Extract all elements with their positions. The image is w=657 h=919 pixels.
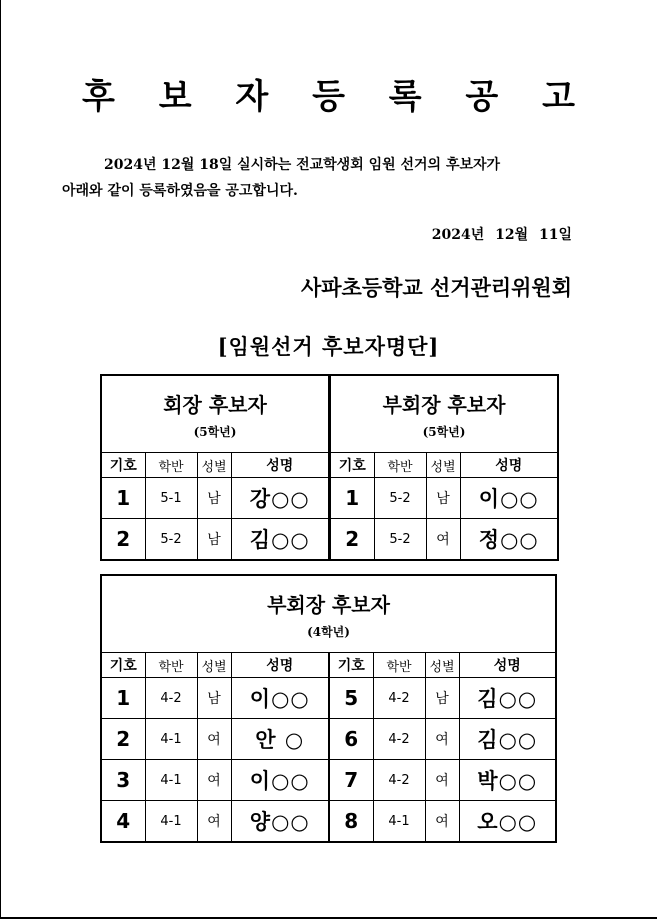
column-header-row	[101, 453, 329, 478]
candidate-class: 4-1	[145, 760, 197, 801]
candidate-number: 4	[101, 801, 145, 843]
notice-body	[62, 152, 602, 204]
col-class: 학반	[145, 453, 197, 478]
col-gender: 성별	[197, 653, 231, 678]
vice-president-5-table	[329, 374, 559, 561]
col-name: 성명	[459, 653, 556, 678]
candidate-class: 5-2	[145, 519, 197, 561]
column-header-row	[101, 653, 556, 678]
candidate-gender: 여	[197, 760, 231, 801]
col-name: 성명	[231, 653, 329, 678]
vice-president-5-grade: (5학년)	[422, 425, 466, 439]
candidate-number: 3	[101, 760, 145, 801]
candidate-gender: 여	[197, 719, 231, 760]
candidate-class: 4-2	[145, 678, 197, 719]
candidate-name: 안 ○	[231, 719, 329, 760]
table-row	[330, 478, 558, 519]
candidate-class: 4-2	[373, 678, 425, 719]
candidate-name: 김○○	[459, 678, 556, 719]
candidate-number: 1	[101, 478, 145, 519]
table-row	[101, 678, 556, 719]
vice-president-4-table	[100, 574, 557, 843]
col-number: 기호	[101, 653, 145, 678]
candidate-gender: 남	[197, 678, 231, 719]
candidate-name: 정○○	[460, 519, 558, 561]
notice-date: 2024년 12월 11일	[431, 227, 572, 243]
president-role: 회장 후보자	[163, 393, 267, 417]
page-title: 후 보 자 등 록 공 고	[82, 77, 591, 117]
candidate-class: 4-1	[373, 801, 425, 843]
table-row	[101, 801, 556, 843]
candidate-name: 김○○	[231, 519, 329, 561]
col-gender: 성별	[426, 453, 460, 478]
candidate-name: 이○○	[460, 478, 558, 519]
candidate-gender: 여	[197, 801, 231, 843]
table-row	[101, 519, 329, 561]
candidate-number: 2	[101, 719, 145, 760]
candidate-gender: 여	[425, 760, 459, 801]
candidate-number: 1	[101, 678, 145, 719]
vice-president-4-header	[101, 575, 556, 653]
table-row	[101, 478, 329, 519]
col-number: 기호	[101, 453, 145, 478]
candidate-class: 4-2	[373, 719, 425, 760]
candidate-class: 4-1	[145, 801, 197, 843]
col-class: 학반	[374, 453, 426, 478]
col-name: 성명	[231, 453, 329, 478]
page-border-left	[0, 0, 1, 919]
vice-president-5-role: 부회장 후보자	[382, 393, 506, 417]
candidate-gender: 남	[197, 478, 231, 519]
candidate-name: 이○○	[231, 760, 329, 801]
table-row	[330, 519, 558, 561]
vice-president-4-role: 부회장 후보자	[267, 593, 390, 617]
candidate-gender: 여	[426, 519, 460, 561]
president-grade: (5학년)	[193, 425, 237, 439]
vice-president-4-grade: (4학년)	[307, 625, 350, 639]
candidate-number: 2	[101, 519, 145, 561]
candidate-number: 6	[329, 719, 373, 760]
candidate-list-title: [임원선거 후보자명단]	[217, 334, 440, 359]
col-number: 기호	[329, 653, 373, 678]
table-row	[101, 760, 556, 801]
vice-president-5-header	[330, 375, 558, 453]
candidate-gender: 여	[425, 801, 459, 843]
col-class: 학반	[373, 653, 425, 678]
candidate-class: 4-2	[373, 760, 425, 801]
candidate-number: 5	[329, 678, 373, 719]
candidate-gender: 남	[197, 519, 231, 561]
candidate-number: 7	[329, 760, 373, 801]
notice-line-1: 2024년 12월 18일 실시하는 전교학생회 임원 선거의 후보자가	[104, 157, 501, 173]
table-row	[101, 719, 556, 760]
col-name: 성명	[460, 453, 558, 478]
candidate-number: 8	[329, 801, 373, 843]
col-class: 학반	[145, 653, 197, 678]
candidate-number: 2	[330, 519, 374, 561]
candidate-name: 김○○	[459, 719, 556, 760]
candidate-name: 이○○	[231, 678, 329, 719]
candidate-name: 오○○	[459, 801, 556, 843]
president-table	[100, 374, 330, 561]
candidate-name: 강○○	[231, 478, 329, 519]
candidate-class: 5-2	[374, 519, 426, 561]
notice-line-2: 아래와 같이 등록하였음을 공고합니다.	[62, 183, 298, 199]
president-header	[101, 375, 329, 453]
candidate-class: 5-1	[145, 478, 197, 519]
column-header-row	[330, 453, 558, 478]
candidate-class: 4-1	[145, 719, 197, 760]
candidate-number: 1	[330, 478, 374, 519]
candidate-class: 5-2	[374, 478, 426, 519]
col-gender: 성별	[425, 653, 459, 678]
candidate-name: 박○○	[459, 760, 556, 801]
col-gender: 성별	[197, 453, 231, 478]
candidate-gender: 여	[425, 719, 459, 760]
candidate-gender: 남	[425, 678, 459, 719]
issuer-name: 사파초등학교 선거관리위원회	[300, 275, 572, 300]
candidate-gender: 남	[426, 478, 460, 519]
col-number: 기호	[330, 453, 374, 478]
candidate-name: 양○○	[231, 801, 329, 843]
